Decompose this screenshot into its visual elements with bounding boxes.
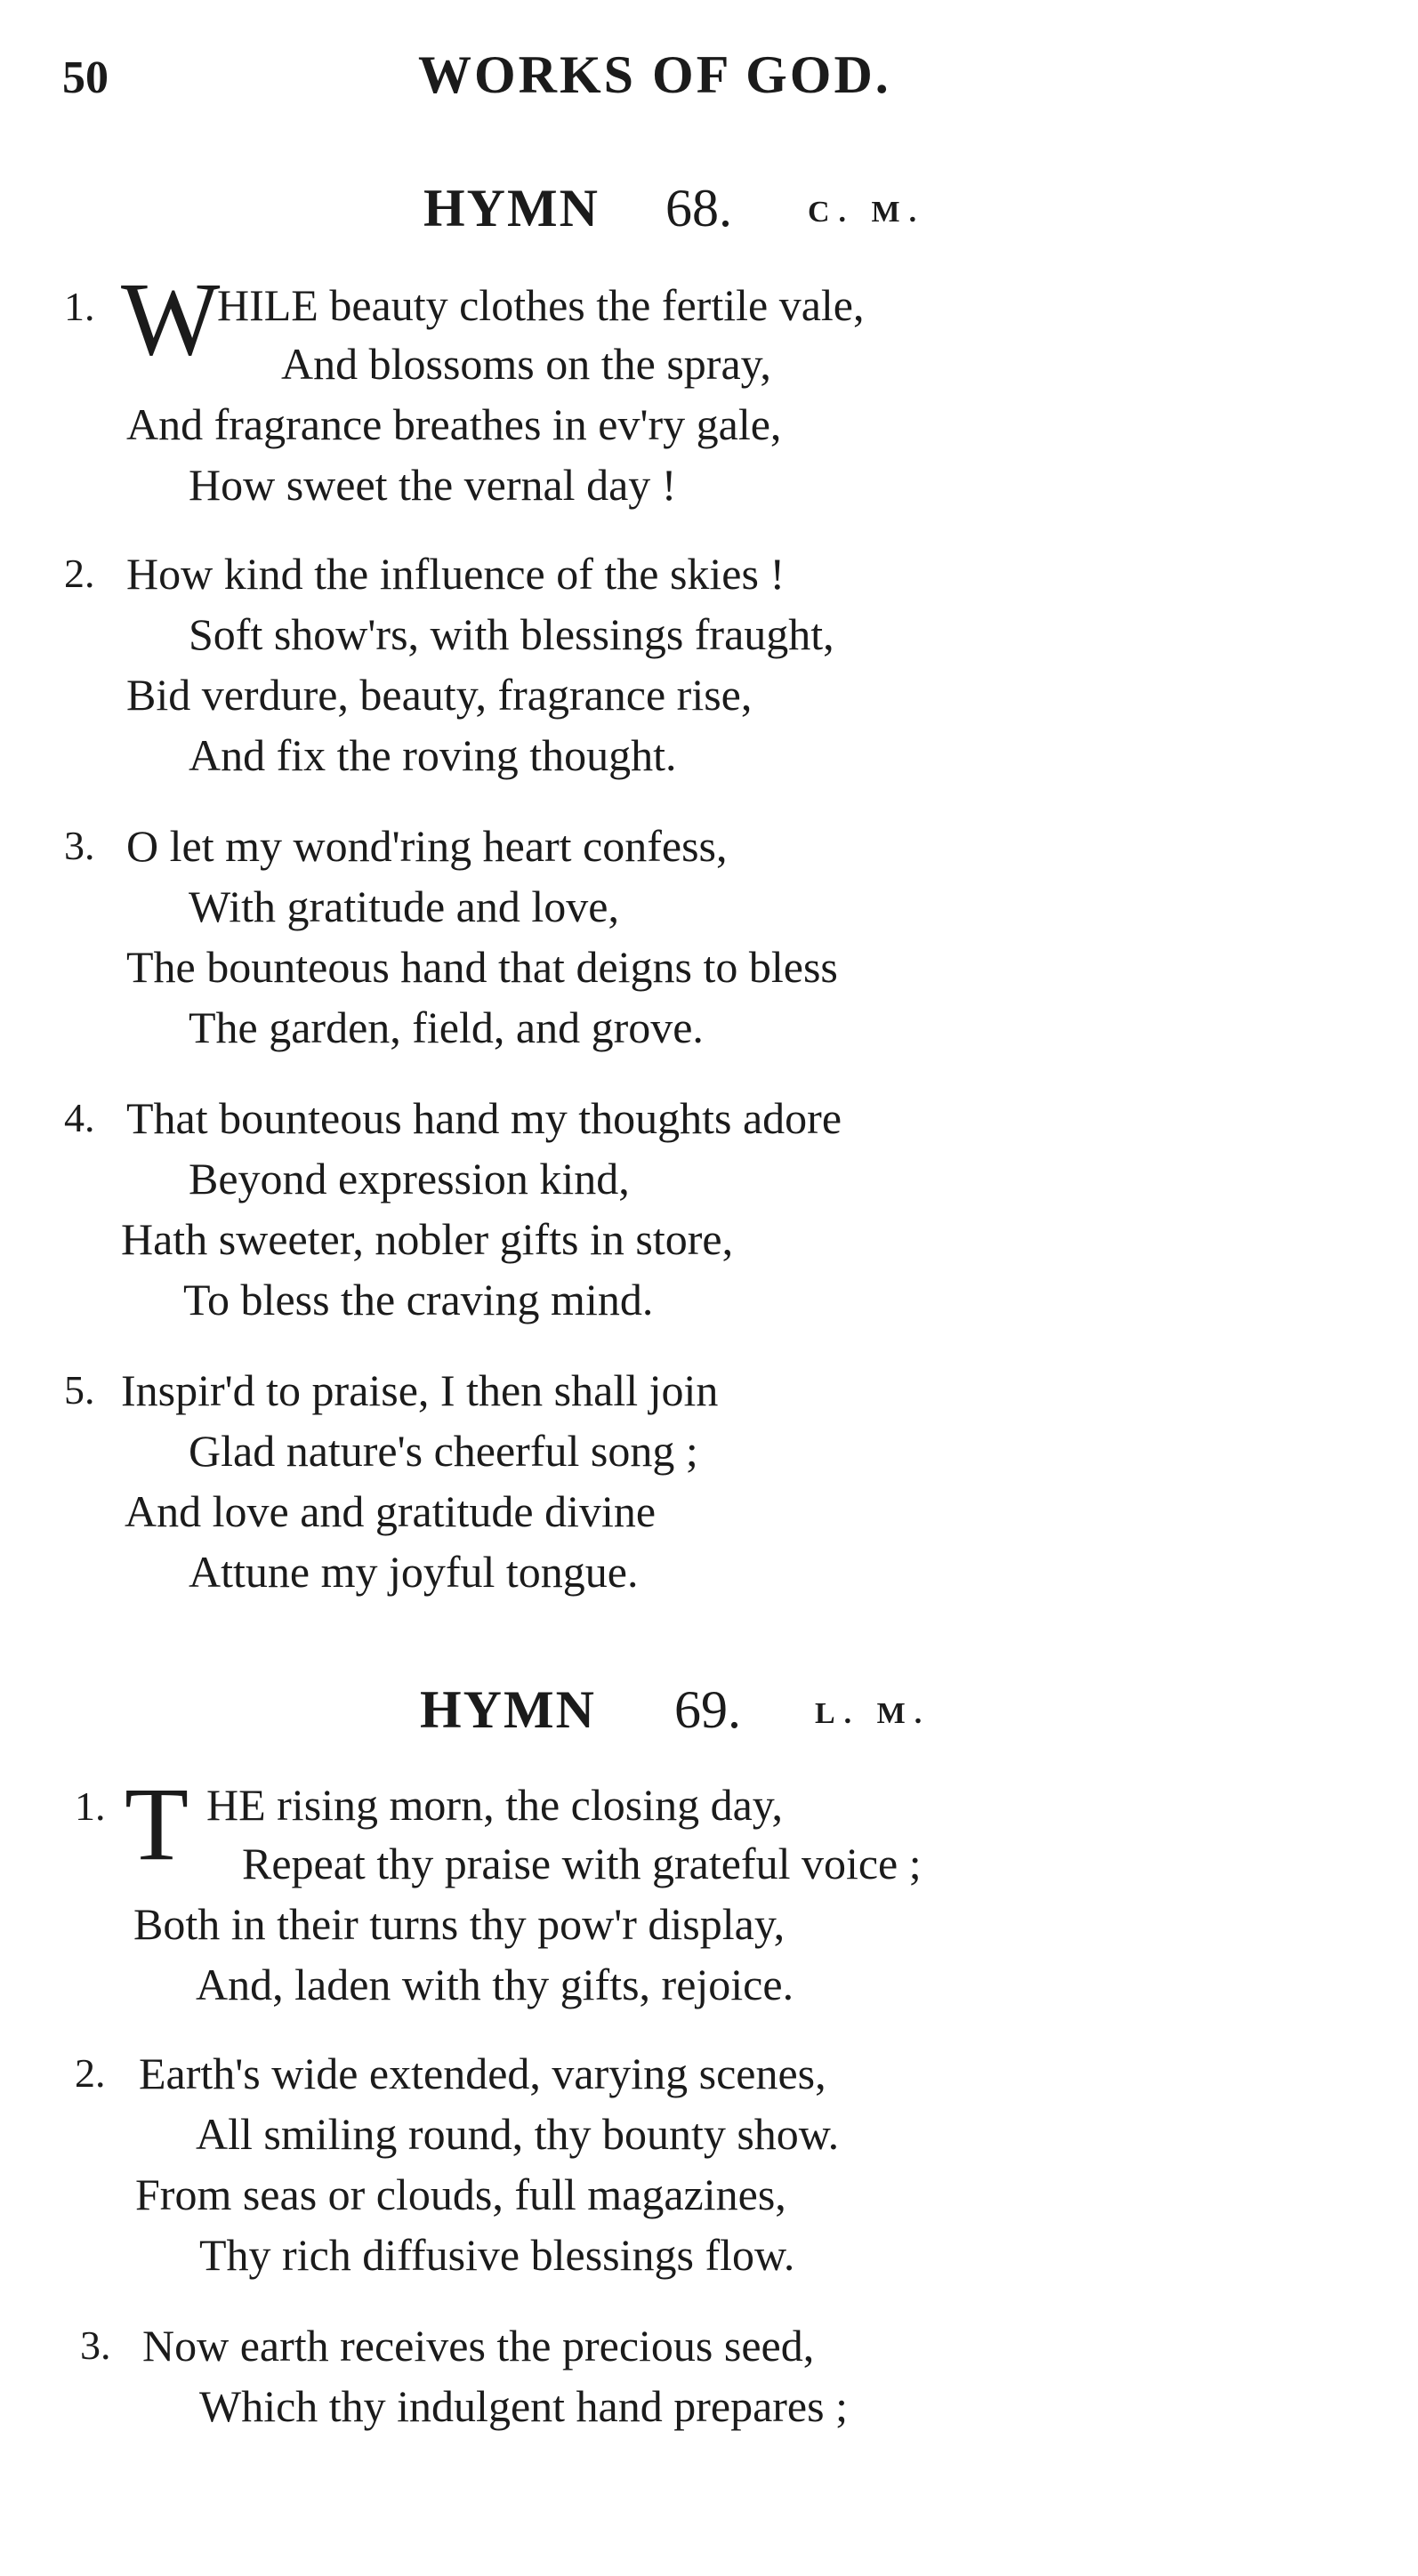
drop-cap: W: [121, 261, 221, 377]
verse-line: That bounteous hand my thoughts adore: [126, 1093, 842, 1143]
verse-line: And love and gratitude divine: [125, 1486, 657, 1536]
verse-line: O let my wond'ring heart confess,: [126, 821, 728, 871]
verse-line: With gratitude and love,: [189, 881, 619, 931]
verse-line: Glad nature's cheerful song ;: [189, 1426, 698, 1476]
hymn-meter: L. M.: [815, 1697, 931, 1730]
verse-line: To bless the craving mind.: [183, 1275, 654, 1324]
verse-line: The bounteous hand that deigns to bless: [126, 942, 838, 992]
verse-number: 1.: [75, 1783, 106, 1829]
hymn-69-heading: [0, 1679, 1418, 1751]
verse-line: Beyond expression kind,: [189, 1154, 630, 1203]
hymn-number: 69.: [674, 1680, 741, 1739]
verse-line: Thy rich diffusive blessings flow.: [199, 2230, 795, 2280]
verse-line: HILE beauty clothes the fertile vale,: [217, 280, 865, 330]
verse-line: Soft show'rs, with blessings fraught,: [189, 609, 834, 659]
verse-number: 4.: [64, 1095, 95, 1140]
verse-line: Both in their turns thy pow'r display,: [133, 1899, 786, 1949]
verse-line: Inspir'd to praise, I then shall join: [121, 1365, 719, 1415]
verse-line: And fragrance breathes in ev'ry gale,: [126, 399, 782, 449]
running-title: WORKS OF GOD.: [418, 45, 891, 104]
hymn-meter: C. M.: [808, 196, 926, 229]
verse-number: 2.: [64, 551, 95, 596]
hymn-number: 68.: [665, 179, 732, 237]
verse-line: Attune my joyful tongue.: [189, 1547, 639, 1597]
verse-line: All smiling round, thy bounty show.: [196, 2109, 840, 2159]
verse-line: Earth's wide extended, varying scenes,: [139, 2049, 826, 2098]
verse-line: Now earth receives the precious seed,: [142, 2321, 815, 2371]
verse-line: The garden, field, and grove.: [189, 1002, 704, 1052]
drop-cap: T: [125, 1766, 189, 1882]
verse-line: How kind the influence of the skies !: [126, 549, 786, 599]
verse-line: How sweet the vernal day !: [189, 460, 677, 510]
verse-number: 5.: [64, 1367, 95, 1413]
running-head: [0, 44, 1418, 116]
verse-line: And, laden with thy gifts, rejoice.: [196, 1960, 794, 2009]
verse-line: And fix the roving thought.: [189, 730, 677, 780]
verse-line: HE rising morn, the closing day,: [206, 1780, 784, 1830]
hymn-68-heading: [0, 178, 1418, 249]
verse-line: Hath sweeter, nobler gifts in store,: [121, 1214, 734, 1264]
verse-line: From seas or clouds, full magazines,: [135, 2169, 786, 2219]
verse-line: Bid verdure, beauty, fragrance rise,: [126, 670, 753, 720]
page-number: 50: [62, 52, 109, 103]
verse-line: Which thy indulgent hand prepares ;: [199, 2381, 848, 2431]
verse-line: And blossoms on the spray,: [281, 339, 771, 389]
hymn-title: HYMN: [420, 1680, 596, 1739]
verse-number: 3.: [64, 823, 95, 868]
verse-line: Repeat thy praise with grateful voice ;: [242, 1839, 922, 1888]
verse-number: 1.: [64, 284, 95, 329]
hymn-title: HYMN: [423, 179, 600, 237]
verse-number: 2.: [75, 2050, 106, 2096]
verse-number: 3.: [80, 2322, 111, 2368]
